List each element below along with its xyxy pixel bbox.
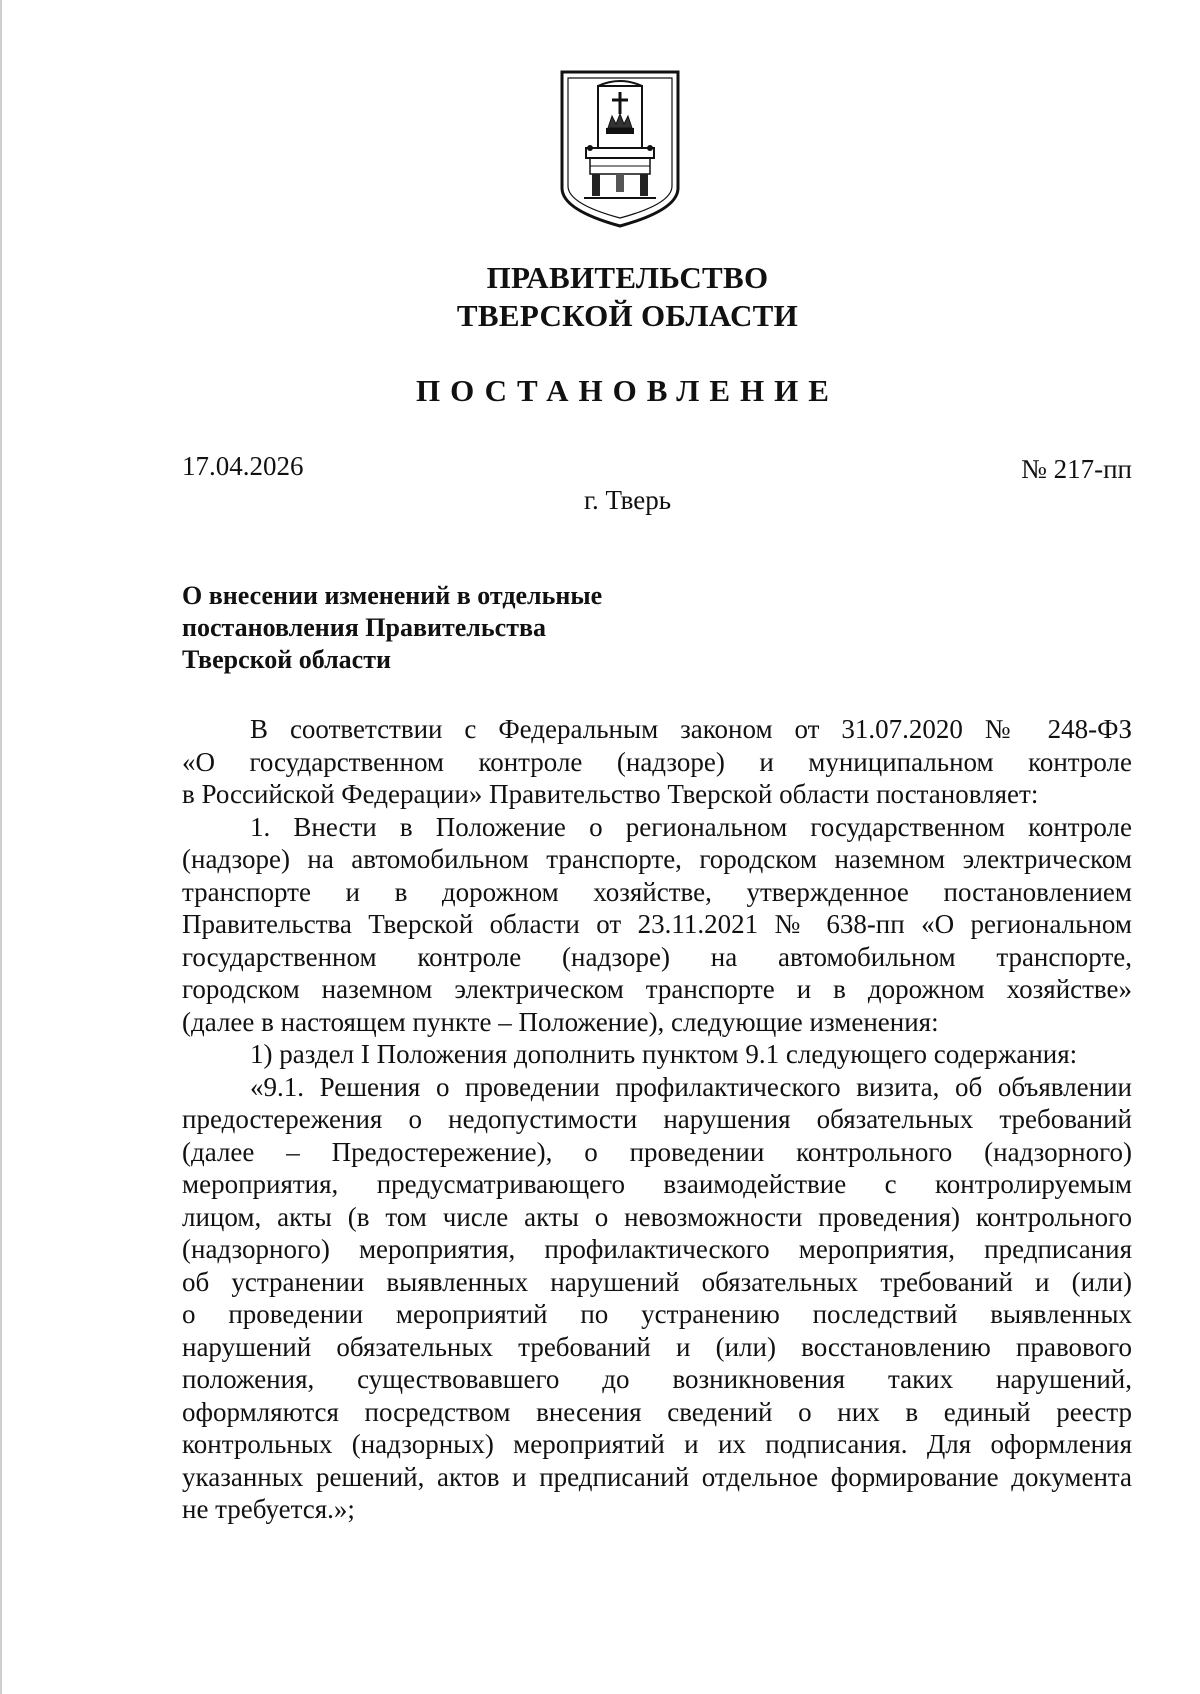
body-line: (надзорного) мероприятия, профилактического мероприятия, предписания (182, 1234, 1132, 1264)
document-date: 17.04.2026 (182, 451, 304, 481)
body-line: (надзоре) на автомобильном транспорте, городском наземном электрическом (182, 844, 1132, 874)
document-city: г. Тверь (583, 485, 672, 515)
document-body (182, 713, 1132, 1526)
coat-of-arms-emblem (560, 70, 680, 228)
subject-line: постановления Правительства (182, 613, 546, 642)
body-line: в Российской Федерации» Правительство Тверской области постановляет: (182, 779, 1039, 809)
body-line: городском наземном электрическом транспорте и в дорожном хозяйстве» (182, 974, 1132, 1004)
body-line: (далее в настоящем пункте – Положение), следующие изменения: (182, 1006, 939, 1037)
subject-line: Тверской области (182, 645, 391, 674)
body-line: «О государственном контроле (надзоре) и муниципальном контроле (182, 746, 1132, 777)
body-line: положения, существовавшего до возникновения таких нарушений, (182, 1364, 1132, 1394)
body-line: Правительства Тверской области от 23.11.2021 № 638-пп «О региональном (182, 909, 1132, 939)
body-line: транспорте и в дорожном хозяйстве, утвержденное постановлением (182, 876, 1132, 907)
body-line: (далее – Предостережение), о проведении контрольного (надзорного) (182, 1136, 1132, 1167)
scan-edge (0, 0, 2, 1694)
body-line: мероприятия, предусматривающего взаимодействие с контролируемым (182, 1169, 1132, 1199)
body-line: предостережения о недопустимости нарушения обязательных требований (182, 1104, 1132, 1134)
document-subject (182, 580, 882, 676)
body-line: лицом, акты (в том числе акты о невозможности проведения) контрольного (182, 1201, 1132, 1232)
body-line: не требуется.»; (182, 1494, 355, 1524)
body-line: нарушений обязательных требований и (или) восстановлению правового (182, 1331, 1132, 1362)
body-line: об устранении выявленных нарушений обязательных требований и (или) (182, 1266, 1132, 1297)
body-line: оформляются посредством внесения сведений о них в единый реестр (182, 1396, 1132, 1427)
body-line: 1) раздел I Положения дополнить пунктом 9.1 следующего содержания: (250, 1039, 1078, 1069)
body-line: о проведении мероприятий по устранению последствий выявленных (182, 1299, 1132, 1329)
organization-name-line1: ПРАВИТЕЛЬСТВО (486, 260, 769, 295)
body-line: указанных решений, актов и предписаний отдельное формирование документа (182, 1461, 1132, 1492)
body-line: В соответствии с Федеральным законом от 31.07.2020 № 248-ФЗ (250, 714, 1132, 744)
subject-line: О внесении изменений в отдельные (182, 581, 603, 610)
document-number: № 217-пп (1021, 454, 1132, 484)
organization-name-line2: ТВЕРСКОЙ ОБЛАСТИ (456, 298, 799, 333)
body-line: контрольных (надзорных) мероприятий и их подписания. Для оформления (182, 1429, 1132, 1459)
body-line: государственном контроле (надзоре) на автомобильном транспорте, (182, 941, 1132, 972)
body-line: «9.1. Решения о проведении профилактического визита, об объявлении (250, 1071, 1132, 1102)
document-type-title: ПОСТАНОВЛЕНИЕ (416, 373, 839, 408)
body-line: 1. Внести в Положение о региональном государственном контроле (250, 811, 1132, 842)
